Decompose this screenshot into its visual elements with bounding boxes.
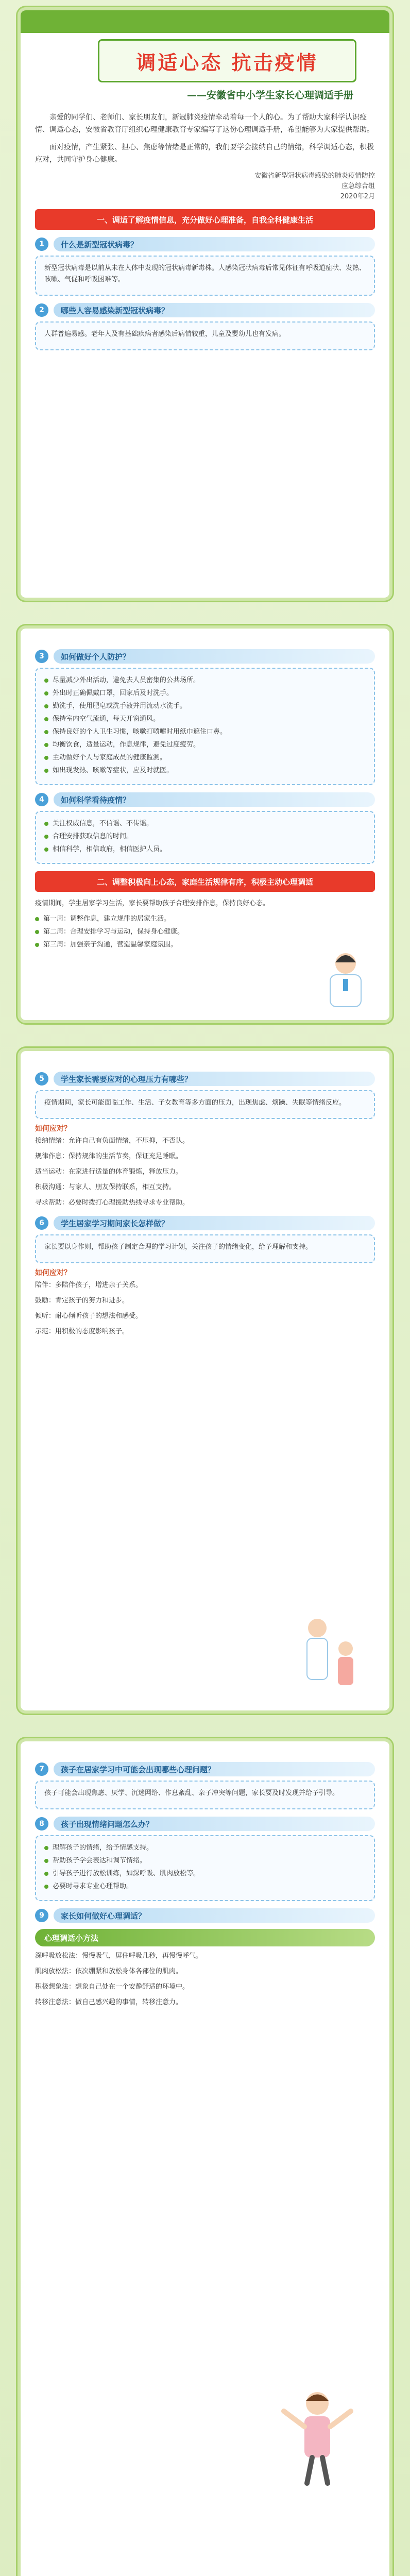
question-title: 孩子出现情绪问题怎么办？ — [54, 1817, 375, 1831]
list-item: 保持良好的个人卫生习惯，咳嗽打喷嚏时用纸巾遮住口鼻。 — [44, 726, 366, 738]
question-number: 9 — [35, 1909, 48, 1922]
question-heading — [35, 792, 375, 807]
tip: 适当运动：在家进行适量的体育锻炼，释放压力。 — [35, 1168, 183, 1176]
family-illustration — [292, 1613, 369, 1695]
answer-text: 新型冠状病毒是以前从未在人体中发现的冠状病毒新毒株。人感染冠状病毒后常见体征有呼吸道症状、发热、咳嗽、气促和呼吸困难等。 — [44, 264, 366, 283]
how-heading: 如何应对？ — [35, 1125, 71, 1133]
parents-card — [21, 1051, 389, 1710]
list-item: 相信科学，相信政府，相信医护人员。 — [44, 844, 366, 855]
protection-list — [35, 668, 375, 785]
question-heading — [35, 1216, 375, 1230]
tip: 鼓励：肯定孩子的努力和进步。 — [35, 1297, 129, 1304]
answer-box — [35, 256, 375, 296]
section-bar: 一、调适了解疫情信息，充分做好心理准备，自我全科健康生活 — [35, 209, 375, 230]
list-item: 保持室内空气流通，每天开窗通风。 — [44, 714, 366, 725]
answer-box — [35, 1090, 375, 1119]
sign-line: 应急综合组 — [341, 182, 375, 190]
question-title: 学生居家学习期间家长怎样做？ — [54, 1216, 375, 1230]
answer-text: 人群普遍易感。老年人及有基础疾病者感染后病情较重，儿童及婴幼儿也有发病。 — [44, 330, 286, 338]
answer-box — [35, 1234, 375, 1263]
emotion-list — [35, 1835, 375, 1901]
view-list — [35, 811, 375, 864]
method: 深呼吸放松法：慢慢吸气，屏住呼吸几秒，再慢慢呼气。 — [35, 1952, 203, 1960]
section-intro: 疫情期间，学生居家学习生活，家长要帮助孩子合理安排作息，保持良好心态。 — [35, 900, 270, 907]
question-number: 7 — [35, 1762, 48, 1776]
question-number: 6 — [35, 1216, 48, 1230]
plan-item: 第二周：合理安排学习与运动，保持身心健康。 — [35, 926, 375, 938]
answer-box — [35, 321, 375, 350]
list-item: 帮助孩子学会表达和调节情绪。 — [44, 1855, 366, 1867]
how-heading: 如何应对？ — [35, 1269, 71, 1277]
list-item: 主动做好个人与家庭成员的健康监测。 — [44, 752, 366, 764]
tip: 接纳情绪：允许自己有负面情绪，不压抑，不否认。 — [35, 1137, 190, 1145]
signature — [35, 171, 375, 202]
question-title: 学生家长需要应对的心理压力有哪些？ — [54, 1072, 375, 1086]
question-heading — [35, 1817, 375, 1831]
answer-box — [35, 1781, 375, 1809]
question-title: 如何科学看待疫情？ — [54, 792, 375, 807]
question-title: 哪些人容易感染新型冠状病毒？ — [54, 303, 375, 317]
question-title: 什么是新型冠状病毒？ — [54, 237, 375, 251]
page-subtitle: ——安徽省中小学生家长心理调适手册 — [186, 90, 353, 101]
question-number: 5 — [35, 1072, 48, 1086]
method: 积极想象法：想象自己处在一个安静舒适的环境中。 — [35, 1983, 190, 1991]
tip: 寻求帮助：必要时拨打心理援助热线寻求专业帮助。 — [35, 1199, 190, 1207]
top-ribbon — [21, 10, 389, 33]
tip: 倾听：耐心倾听孩子的想法和感受。 — [35, 1312, 143, 1320]
list-item: 尽量减少外出活动，避免去人员密集的公共场所。 — [44, 675, 366, 686]
exercise-illustration — [271, 2385, 364, 2488]
list-item: 外出时正确佩戴口罩，回家后及时洗手。 — [44, 688, 366, 699]
method: 转移注意法：做自己感兴趣的事情，转移注意力。 — [35, 1998, 183, 2006]
question-number: 2 — [35, 303, 48, 317]
question-number: 8 — [35, 1817, 48, 1831]
plan-item: 第三周：加强亲子沟通，营造温馨家庭氛围。 — [35, 939, 375, 951]
tip: 陪伴：多陪伴孩子，增进亲子关系。 — [35, 1281, 143, 1289]
sign-line: 2020年2月 — [340, 193, 375, 200]
question-heading — [35, 1908, 375, 1923]
question-number: 1 — [35, 238, 48, 251]
list-item: 合理安排获取信息的时间。 — [44, 831, 366, 842]
child-card — [21, 1741, 389, 2576]
intro-paragraph: 亲爱的同学们、老师们、家长朋友们，新冠肺炎疫情牵动着每一个人的心。为了帮助大家科学认识疫情、调适心态，安徽省教育厅组织心理健康教育专家编写了这份心理调适手册，希望能够为大家提供帮助。 — [35, 113, 374, 134]
tip: 示范：用积极的态度影响孩子。 — [35, 1328, 129, 1335]
section-bar: 二、调整积极向上心态，家庭生活规律有序，积极主动心理调适 — [35, 871, 375, 892]
question-heading — [35, 1762, 375, 1776]
answer-text: 疫情期间，家长可能面临工作、生活、子女教育等多方面的压力，出现焦虑、烦躁、失眠等情绪反应。 — [44, 1099, 346, 1107]
list-item: 引导孩子进行放松训练，如深呼吸、肌肉放松等。 — [44, 1868, 366, 1879]
question-number: 4 — [35, 793, 48, 806]
tip: 规律作息：保持规律的生活节奏，保证充足睡眠。 — [35, 1153, 183, 1160]
sign-line: 安徽省新型冠状病毒感染的肺炎疫情防控 — [254, 172, 375, 180]
methods-heading: 心理调适小方法 — [35, 1929, 375, 1946]
list-item: 均衡饮食，适量运动，作息规律，避免过度疲劳。 — [44, 739, 366, 751]
question-title: 如何做好个人防护？ — [54, 649, 375, 664]
question-title: 孩子在居家学习中可能会出现哪些心理问题？ — [54, 1762, 375, 1776]
question-title: 家长如何做好心理调适？ — [54, 1908, 375, 1923]
plan-item: 第一周：调整作息，建立规律的居家生活。 — [35, 913, 375, 925]
question-heading — [35, 1072, 375, 1086]
answer-text: 家长要以身作则，帮助孩子制定合理的学习计划，关注孩子的情绪变化，给予理解和支持。 — [44, 1243, 313, 1251]
intro-body — [35, 111, 375, 350]
question-heading — [35, 237, 375, 251]
intro-paragraph: 面对疫情，产生紧张、担心、焦虑等情绪是正常的，我们要学会接纳自己的情绪，科学调适心态，积极应对，共同守护身心健康。 — [35, 143, 374, 164]
list-item: 关注权威信息，不信谣、不传谣。 — [44, 818, 366, 829]
page-title: 调适心态 抗击疫情 — [98, 39, 356, 82]
answer-text: 孩子可能会出现焦虑、厌学、沉迷网络、作息紊乱、亲子冲突等问题，家长要及时发现并给予引导。 — [44, 1789, 339, 1797]
list-item: 勤洗手，使用肥皂或洗手液并用流动水洗手。 — [44, 701, 366, 712]
doctor-illustration — [317, 948, 374, 1010]
tip: 积极沟通：与家人、朋友保持联系，相互支持。 — [35, 1183, 176, 1191]
protection-card — [21, 629, 389, 1020]
question-heading — [35, 303, 375, 317]
list-item: 必要时寻求专业心理帮助。 — [44, 1881, 366, 1892]
intro-card — [21, 10, 389, 598]
list-item: 理解孩子的情绪，给予情感支持。 — [44, 1842, 366, 1854]
method: 肌肉放松法：依次绷紧和放松身体各部位的肌肉。 — [35, 1968, 183, 1975]
question-heading — [35, 649, 375, 664]
list-item: 如出现发热、咳嗽等症状，应及时就医。 — [44, 765, 366, 776]
question-number: 3 — [35, 650, 48, 663]
